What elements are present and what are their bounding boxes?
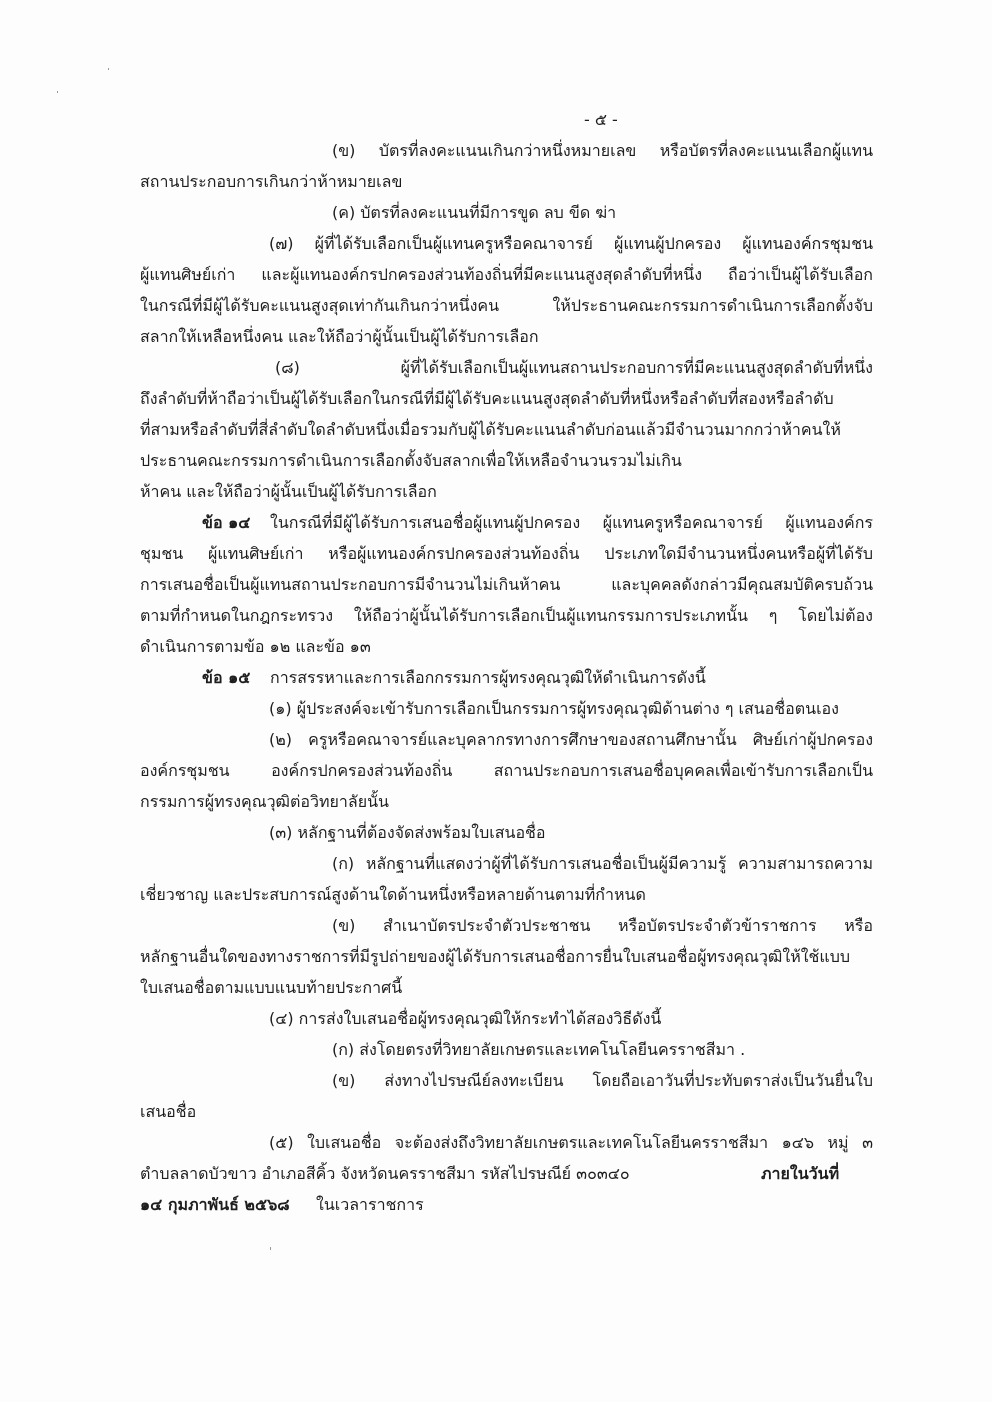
text-line: ในกรณีที่มีผู้ได้รับคะแนนสูงสุดเท่ากันเกินกว่าหนึ่งคน ให้ประธานคณะกรรมการดำเนินการเลือกตั้งจับ [140, 296, 873, 315]
text-line: ในเวลาราชการ [316, 1195, 424, 1214]
text-line: การสรรหาและการเลือกกรรมการผู้ทรงคุณวุฒิให้ดำเนินการดังนี้ [270, 668, 706, 687]
text-line: (ข) สำเนาบัตรประจำตัวประชาชน หรือบัตรประจำตัวข้าราชการ หรือ [332, 916, 873, 935]
text-line: (๕) ใบเสนอชื่อ จะต้องส่งถึงวิทยาลัยเกษตรและเทคโนโลยีนครราชสีมา ๑๔๖ หมู่ ๓ [269, 1133, 873, 1152]
text-line: (ก) หลักฐานที่แสดงว่าผู้ที่ได้รับการเสนอชื่อเป็นผู้มีความรู้ ความสามารถความ [332, 854, 873, 873]
text-line: ที่สามหรือลำดับที่สี่ลำดับใดลำดับหนึ่งเมื่อรวมกับผู้ได้รับคะแนนลำดับก่อนแล้วมีจำนวนมากกว่าห้าคนให้ [140, 420, 841, 439]
clause-15-label: ข้อ ๑๕ [202, 668, 251, 687]
text-line: องค์กรชุมชน องค์กรปกครองส่วนท้องถิ่น สถานประกอบการเสนอชื่อบุคคลเพื่อเข้ารับการเลือกเป็น [140, 761, 873, 780]
text-line: ตำบลลาดบัวขาว อำเภอสีคิ้ว จังหวัดนครราชสีมา รหัสไปรษณีย์ ๓๐๓๔๐ [140, 1164, 630, 1183]
text-line: สถานประกอบการเกินกว่าห้าหมายเลข [140, 172, 403, 191]
scan-speck [57, 91, 58, 93]
text-line: (๑) ผู้ประสงค์จะเข้ารับการเลือกเป็นกรรมการผู้ทรงคุณวุฒิด้านต่าง ๆ เสนอชื่อตนเอง [269, 699, 839, 718]
scan-speck [270, 1247, 271, 1250]
text-line: ชุมชน ผู้แทนศิษย์เก่า หรือผู้แทนองค์กรปกครองส่วนท้องถิ่น ประเภทใดมีจำนวนหนึ่งคนหรือผู้ที่ได้รับ [140, 544, 873, 563]
text-line: (๗) ผู้ที่ได้รับเลือกเป็นผู้แทนครูหรือคณาจารย์ ผู้แทนผู้ปกครอง ผู้แทนองค์กรชุมชน [269, 234, 873, 253]
text-line: (ค) บัตรที่ลงคะแนนที่มีการขูด ลบ ขีด ฆ่า [332, 203, 617, 222]
text-line: ผู้แทนศิษย์เก่า และผู้แทนองค์กรปกครองส่วนท้องถิ่นที่มีคะแนนสูงสุดลำดับที่หนึ่ง ถือว่าเป็นผู้ได้รับเลือก [140, 265, 873, 284]
text-line: (๘) ผู้ที่ได้รับเลือกเป็นผู้แทนสถานประกอบการที่มีคะแนนสูงสุดลำดับที่หนึ่ง [275, 358, 873, 377]
text-line: (๓) หลักฐานที่ต้องจัดส่งพร้อมใบเสนอชื่อ [269, 823, 546, 842]
clause-14-label: ข้อ ๑๔ [202, 513, 251, 532]
page-number: - ๕ - [584, 110, 618, 129]
text-line: ประธานคณะกรรมการดำเนินการเลือกตั้งจับสลากเพื่อให้เหลือจำนวนรวมไม่เกิน [140, 451, 682, 470]
text-line: ดำเนินการตามข้อ ๑๒ และข้อ ๑๓ [140, 637, 371, 656]
text-line: ถึงลำดับที่ห้าถือว่าเป็นผู้ได้รับเลือกในกรณีที่มีผู้ได้รับคะแนนสูงสุดลำดับที่หนึ่งหรือลำดับที่สองหรือลำดับ [140, 389, 834, 408]
text-line: ตามที่กำหนดในกฎกระทรวง ให้ถือว่าผู้นั้นได้รับการเลือกเป็นผู้แทนกรรมการประเภทนั้น ๆ โดยไม่ต้อง [140, 606, 873, 625]
text-line: ห้าคน และให้ถือว่าผู้นั้นเป็นผู้ได้รับการเลือก [140, 482, 437, 501]
text-line: เชี่ยวชาญ และประสบการณ์สูงด้านใดด้านหนึ่งหรือหลายด้านตามที่กำหนด [140, 885, 646, 904]
text-line: (ก) ส่งโดยตรงที่วิทยาลัยเกษตรและเทคโนโลยีนครราชสีมา . [332, 1040, 746, 1059]
text-line: (ข) ส่งทางไปรษณีย์ลงทะเบียน โดยถือเอาวันที่ประทับตราส่งเป็นวันยื่นใบ [332, 1071, 873, 1090]
text-line: เสนอชื่อ [140, 1102, 197, 1121]
deadline-bold-text: ภายในวันที่ [761, 1164, 840, 1183]
text-line: (๔) การส่งใบเสนอชื่อผู้ทรงคุณวุฒิให้กระทำได้สองวิธีดังนี้ [269, 1009, 662, 1028]
text-line: กรรมการผู้ทรงคุณวุฒิต่อวิทยาลัยนั้น [140, 792, 389, 811]
deadline-date: ๑๔ กุมภาพันธ์ ๒๕๖๘ [140, 1195, 290, 1214]
text-line: (๒) ครูหรือคณาจารย์และบุคลากรทางการศึกษาของสถานศึกษานั้น ศิษย์เก่าผู้ปกครอง [269, 730, 873, 749]
text-line: การเสนอชื่อเป็นผู้แทนสถานประกอบการมีจำนวนไม่เกินห้าคน และบุคคลดังกล่าวมีคุณสมบัติครบถ้วน [140, 575, 873, 594]
text-line: (ข) บัตรที่ลงคะแนนเกินกว่าหนึ่งหมายเลข หรือบัตรที่ลงคะแนนเลือกผู้แทน [332, 141, 873, 160]
text-line: ใบเสนอชื่อตามแบบแนบท้ายประกาศนี้ [140, 978, 403, 997]
text-line: ในกรณีที่มีผู้ได้รับการเสนอชื่อผู้แทนผู้ปกครอง ผู้แทนครูหรือคณาจารย์ ผู้แทนองค์กร [270, 513, 873, 532]
text-line: สลากให้เหลือหนึ่งคน และให้ถือว่าผู้นั้นเป็นผู้ได้รับการเลือก [140, 327, 539, 346]
text-line: หลักฐานอื่นใดของทางราชการที่มีรูปถ่ายของผู้ได้รับการเสนอชื่อการยื่นใบเสนอชื่อผู้ทรงคุณวุฒิให้ใช้แบบ [140, 947, 851, 966]
scan-speck [108, 68, 109, 70]
